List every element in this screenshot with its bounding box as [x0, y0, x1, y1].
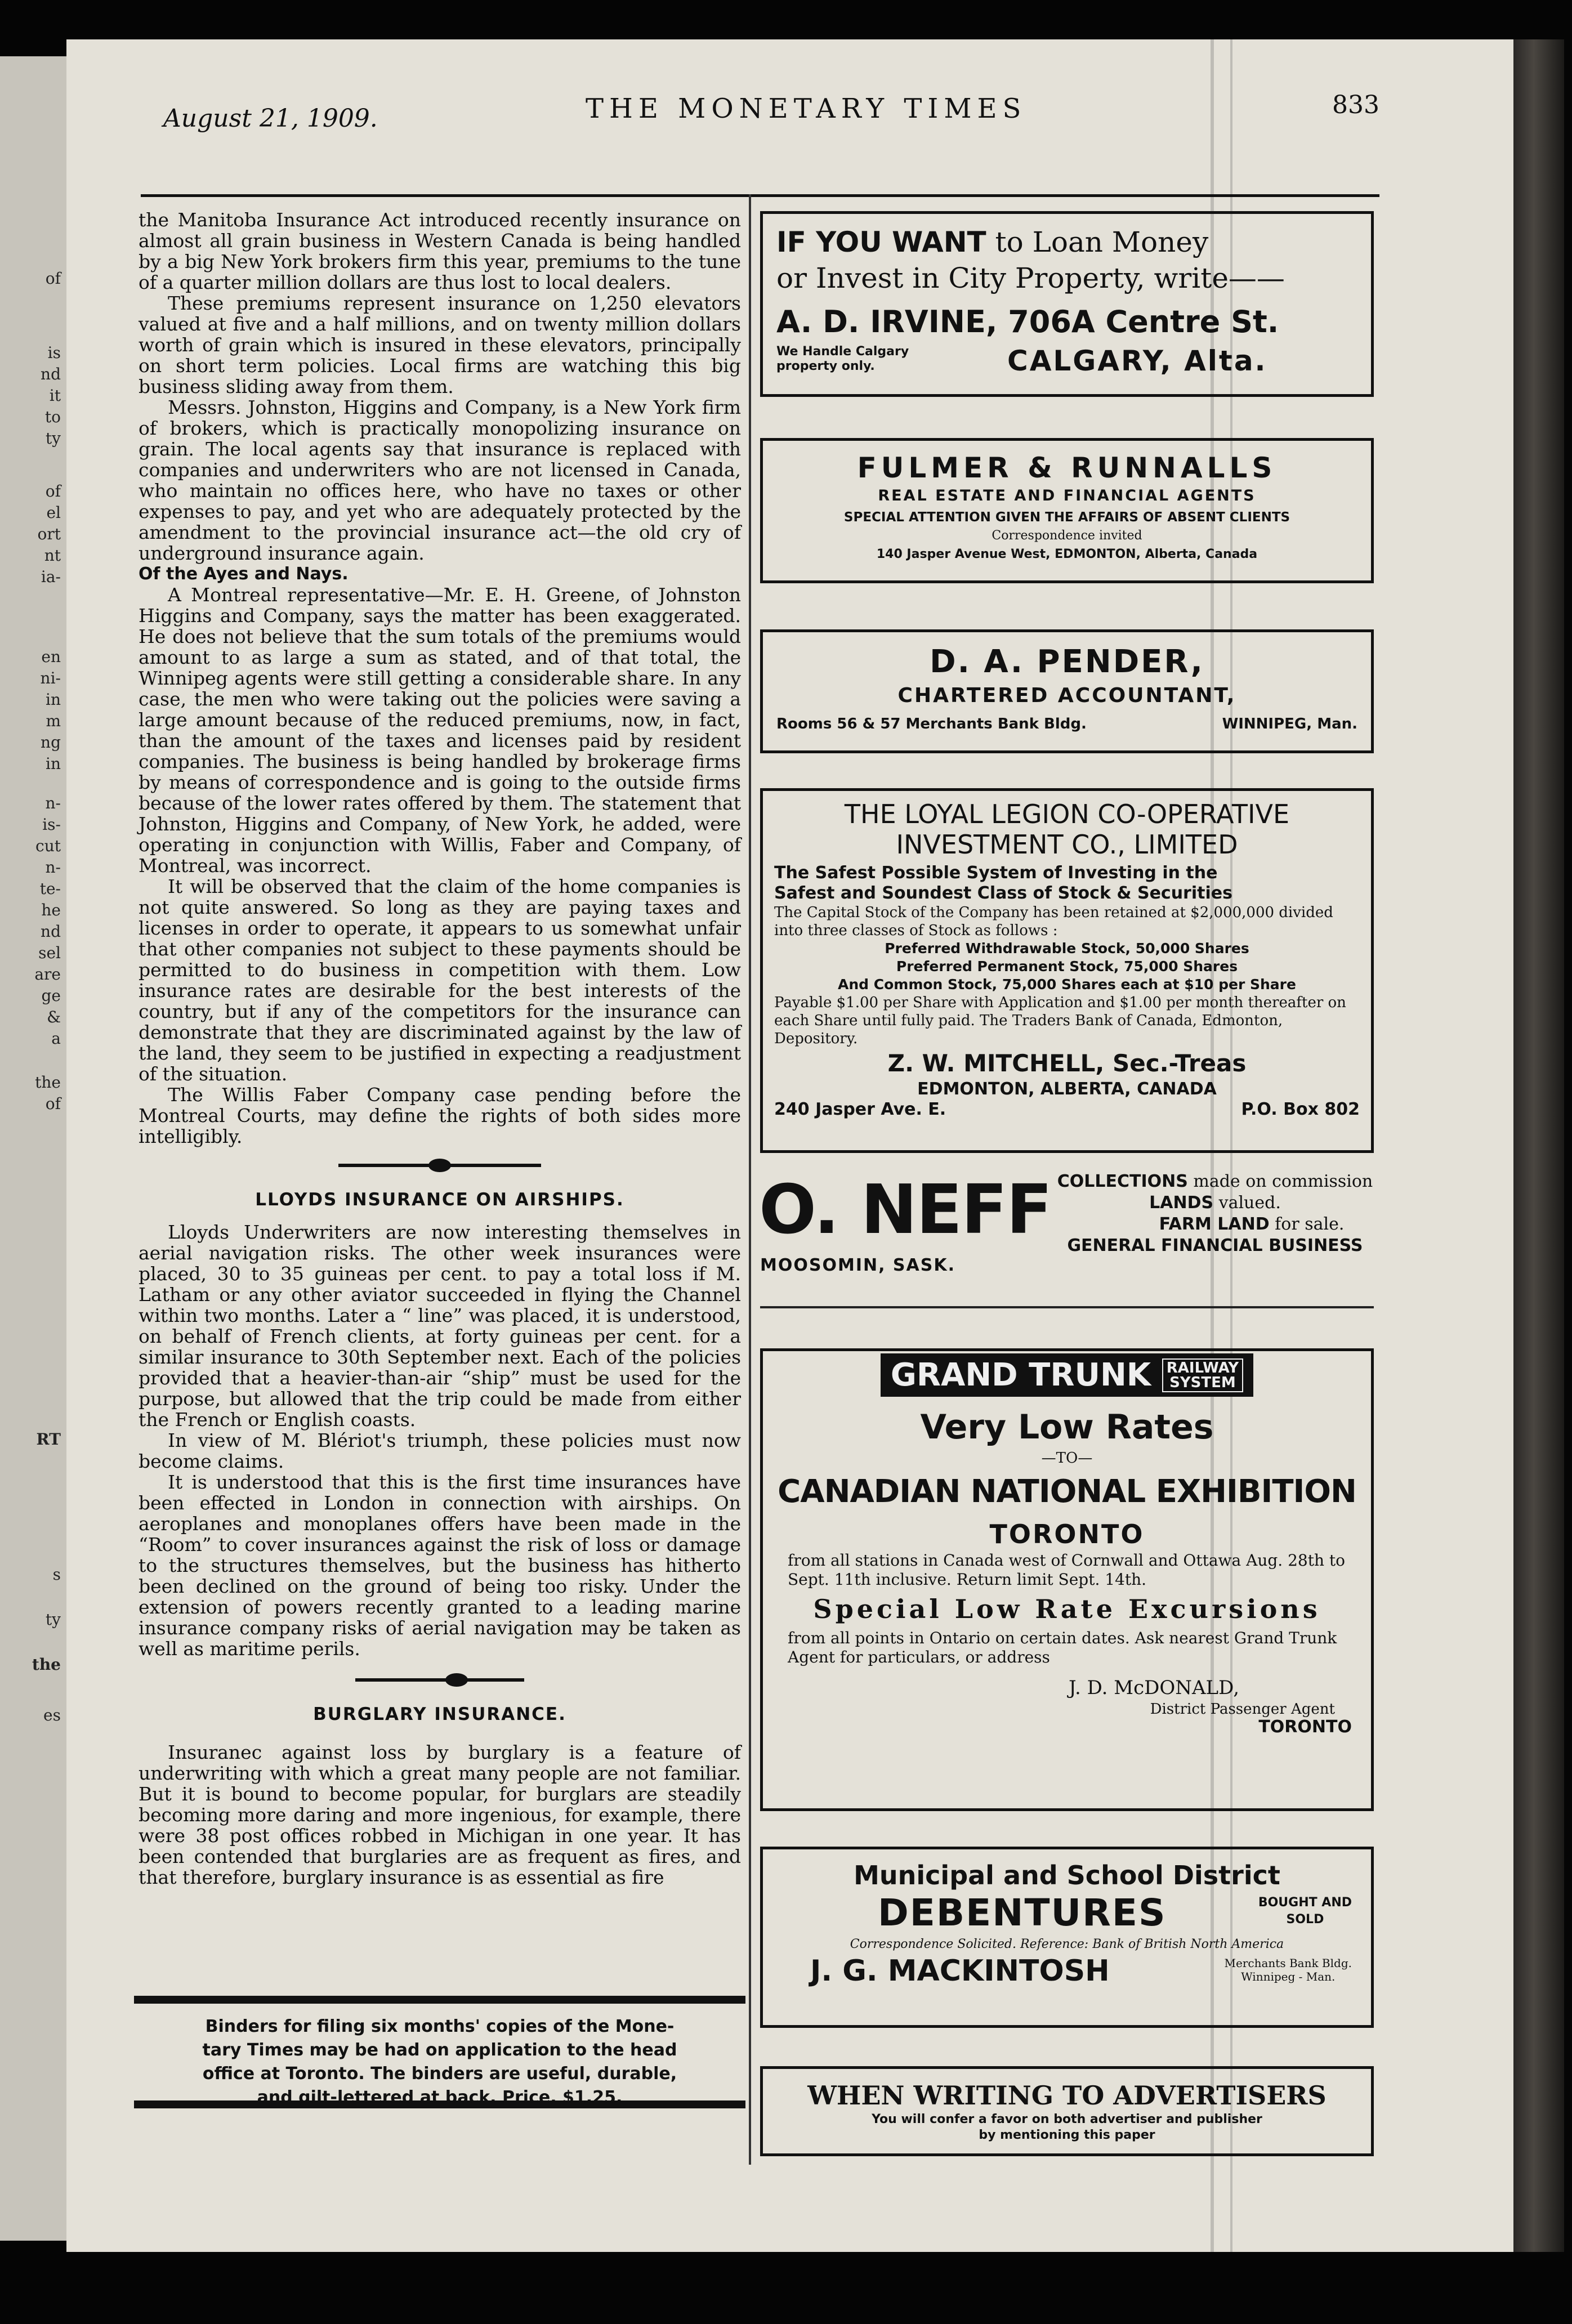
article-paragraph: the Manitoba Insurance Act introduced recently insurance on almost all grain business in Western Canada is being handled by a big New York brokers firm this year, premiums to the tune of a quarter million dollars are thus lost to local dealers.: [139, 209, 741, 293]
ad-side-note: [1258, 1894, 1352, 1928]
article-paragraph: Lloyds Underwriters are now interesting themselves in aerial navigation risks. The other week insurances were placed, 30 to 35 guineas per cent. to pay a total loss if M. Latham or any other aviator succeeded in flying the Channel within two months. Later a “ line” was placed, it is understood, on behalf of French clients, at forty guineas per cent. for a similar insurance to 30th September next. Each of the policies provided that a heavier-than-air “ship” must be used for the purpose, but allowed that the trip could be made from either the French or English coasts.: [139, 1221, 741, 1431]
ad-text: from all points in Ontario on certain dates. Ask nearest Grand Trunk Agent for particulars, or address: [788, 1629, 1337, 1666]
ad-name: A. D. IRVINE, 706A Centre St.: [776, 304, 1279, 339]
ad-address: [1225, 1956, 1352, 1983]
ad-text: for sale.: [1269, 1214, 1345, 1234]
ad-loyal-legion: [760, 788, 1374, 1153]
ad-name: THE LOYAL LEGION CO-OPERATIVE: [844, 799, 1290, 829]
notice-line: Binders for filing six months' copies of the Mone-: [205, 2017, 675, 2036]
banner-subtitle: [1162, 1358, 1243, 1392]
ad-box: P.O. Box 802: [1241, 1100, 1360, 1119]
ad-headline: Municipal and School District: [854, 1860, 1280, 1891]
ad-name: J. G. MACKINTOSH: [810, 1954, 1110, 1988]
strip-fragment: is-: [42, 815, 61, 834]
ad-city: WINNIPEG, Man.: [1222, 716, 1357, 732]
notice-line: tary Times may be had on application to the head: [202, 2040, 677, 2060]
ad-text: valued.: [1213, 1193, 1281, 1213]
ad-text: The Capital Stock of the Company has been retained at $2,000,000 divided into three classes of Stock as follows :: [774, 904, 1333, 939]
ad-note: We Handle Calgary property only.: [776, 345, 909, 373]
strip-fragment: en: [41, 647, 61, 666]
ad-name: FULMER & RUNNALLS: [857, 452, 1277, 484]
ornament-divider: [338, 1164, 541, 1167]
ad-headline: IF YOU WANT: [776, 226, 986, 258]
ad-neff: [759, 1171, 1378, 1289]
ad-address-line: Merchants Bank Bldg.: [1224, 1956, 1352, 1970]
ad-headline: CANADIAN NATIONAL EXHIBITION: [778, 1473, 1356, 1510]
ad-name: D. A. PENDER,: [930, 643, 1204, 680]
adjacent-page-strip: [0, 56, 66, 2241]
page-number: 833: [1332, 91, 1379, 119]
strip-fragment: te-: [39, 879, 61, 898]
ad-address-line: Winnipeg - Man.: [1241, 1970, 1336, 1983]
ad-text: SPECIAL ATTENTION GIVEN THE AFFAIRS OF ABSENT CLIENTS: [843, 510, 1290, 525]
ad-headline: Special Low Rate Excursions: [813, 1594, 1321, 1624]
column-divider: [749, 194, 751, 2165]
strip-fragment: is: [47, 343, 61, 362]
ad-stock-line: Preferred Withdrawable Stock, 50,000 Shares: [885, 940, 1249, 957]
strip-fragment: ia-: [41, 567, 61, 586]
ad-agent-title: District Passenger Agent: [1150, 1701, 1335, 1718]
ad-address: 240 Jasper Ave. E.: [774, 1100, 946, 1119]
strip-fragment: &: [47, 1008, 61, 1026]
ad-text: Correspondence Solicited. Reference: Bank of British North America: [850, 1937, 1284, 1951]
strip-fragment: of: [45, 1094, 61, 1113]
ad-agent: J. D. McDONALD,: [1069, 1677, 1239, 1699]
strip-fragment: el: [46, 503, 61, 522]
ad-fulmer-runnalls: [760, 438, 1374, 583]
banner-line: SYSTEM: [1169, 1374, 1236, 1391]
section-rule: [760, 1306, 1374, 1308]
ad-tagline: Safest and Soundest Class of Stock & Securities: [774, 883, 1232, 903]
strip-fragment: of: [45, 482, 61, 500]
article-paragraph: These premiums represent insurance on 1,250 elevators valued at five and a half millions, and on twenty million dollars worth of grain which is insured in these elevators, principally on short term policies. Local firms are watching this big business sliding away from them.: [139, 292, 741, 397]
strip-fragment: cut: [35, 837, 61, 855]
strip-fragment: m: [46, 712, 61, 730]
ad-secretary: Z. W. MITCHELL, Sec.-Treas: [887, 1049, 1247, 1077]
strip-fragment: a: [51, 1029, 61, 1048]
article-paragraph: It will be observed that the claim of the home companies is not quite answered. So long as they are paying taxes and licenses in order to operate, it appears to us somewhat unfair that other companies not subject to these payments should be permitted to do business in competition with them. Low insurance rates are desirable for the best interests of the country, but if any of the competitors for the insurance can demonstrate that they are discriminated against by the law of the land, they seem to be justified in expecting a readjustment of the situation.: [139, 875, 741, 1085]
ad-text: FARM LAND: [1159, 1214, 1270, 1234]
ad-mackintosh: [760, 1847, 1374, 2028]
notice-line: and gilt-lettered at back. Price, $1.25.: [257, 2088, 623, 2107]
ad-city: CALGARY, Alta.: [1007, 345, 1267, 377]
ad-text: Correspondence invited: [992, 529, 1142, 543]
article-paragraph: It is understood that this is the first time insurances have been effected in London in connection with airships. On aeroplanes and monoplanes offers have been made in the “Room” to cover insurances against the risk of loss or damage to the structures themselves, but the business has hitherto been declined on the ground of being too risky. Under the extension of powers recently granted to a leading marine insurance company risks of aerial navigation may be taken as well as maritime perils.: [139, 1471, 741, 1660]
ad-side-line: BOUGHT AND: [1258, 1896, 1352, 1910]
banner-line: RAILWAY: [1166, 1359, 1239, 1376]
book-spine-edge: [1513, 39, 1564, 2252]
ad-town: MOOSOMIN, SASK.: [760, 1255, 956, 1275]
strip-fragment: es: [43, 1706, 61, 1724]
ad-text: made on commission: [1187, 1172, 1373, 1191]
strip-fragment: are: [34, 965, 61, 984]
strip-fragment: nt: [44, 546, 61, 565]
issue-date: August 21, 1909.: [163, 104, 378, 133]
strip-fragment: the: [35, 1073, 61, 1092]
strip-fragment: in: [46, 690, 61, 709]
grand-trunk-banner: [881, 1353, 1253, 1397]
strip-fragment: ni-: [40, 669, 61, 687]
ad-tagline: The Safest Possible System of Investing in the: [774, 863, 1218, 883]
header-rule: [141, 194, 1379, 197]
article-paragraph: Messrs. Johnston, Higgins and Company, is a New York firm of brokers, which is practically monopolizing insurance on grain. The local agents say that insurance is replaced with companies and underwriters who are not licensed in Canada, who maintain no offices here, who have no taxes or other expenses to pay, and yet who are adequately protected by the amendment to the provincial insurance act—the old cry of underground insurance again.: [139, 396, 741, 564]
ad-headline: Very Low Rates: [920, 1407, 1214, 1447]
strip-fragment: nd: [41, 365, 61, 383]
ad-address: Rooms 56 & 57 Merchants Bank Bldg.: [776, 716, 1087, 732]
strip-fragment: sel: [38, 944, 61, 962]
ad-pender: [760, 629, 1374, 753]
ad-stock-line: And Common Stock, 75,000 Shares each at $10 per Share: [838, 976, 1296, 993]
strip-fragment: he: [41, 901, 61, 919]
strip-fragment: n-: [45, 794, 61, 812]
strip-fragment: ort: [37, 525, 61, 543]
ad-text: from all stations in Canada west of Cornwall and Ottawa Aug. 28th to Sept. 11th inclusive. Return limit Sept. 14th.: [788, 1551, 1346, 1589]
strip-fragment: RT: [36, 1430, 61, 1449]
ad-name: INVESTMENT CO., LIMITED: [896, 829, 1238, 860]
strip-fragment: nd: [41, 922, 61, 941]
ad-city: TORONTO: [989, 1519, 1145, 1549]
ad-name: O. NEFF: [759, 1171, 1052, 1249]
article-heading: LLOYDS INSURANCE ON AIRSHIPS.: [255, 1190, 624, 1210]
ad-text: Payable $1.00 per Share with Application and $1.00 per month thereafter on each Share until fully paid. The Traders Bank of Canada, Edmonton, Depository.: [774, 994, 1346, 1047]
strip-fragment: n-: [45, 858, 61, 877]
strip-fragment: ty: [45, 429, 61, 448]
strip-fragment: it: [49, 386, 61, 405]
ad-text: by mentioning this paper: [979, 2128, 1155, 2142]
ad-text: LANDS: [1149, 1193, 1214, 1213]
ad-irvine: [760, 211, 1374, 397]
ad-text: COLLECTIONS: [1057, 1172, 1188, 1191]
strip-fragment: ty: [45, 1610, 61, 1629]
publication-title: THE MONETARY TIMES: [586, 93, 1027, 124]
ad-text: —TO—: [1041, 1450, 1093, 1467]
ad-grand-trunk: [760, 1348, 1374, 1811]
ad-city: EDMONTON, ALBERTA, CANADA: [917, 1079, 1217, 1099]
ad-text: GENERAL FINANCIAL BUSINESS: [1067, 1236, 1363, 1255]
ad-stock-line: Preferred Permanent Stock, 75,000 Shares: [896, 958, 1238, 975]
article-paragraph: In view of M. Blériot's triumph, these policies must now become claims.: [139, 1429, 741, 1472]
strip-fragment: to: [44, 408, 61, 426]
ad-when-writing: [760, 2066, 1374, 2156]
binders-notice: [134, 1996, 745, 2108]
page-header: [96, 93, 1379, 138]
ad-headline: DEBENTURES: [878, 1891, 1167, 1934]
article-heading: BURGLARY INSURANCE.: [313, 1704, 566, 1724]
strip-fragment: s: [52, 1565, 61, 1584]
strip-fragment: ng: [41, 733, 61, 752]
ornament-divider: [355, 1678, 524, 1682]
strip-fragment: in: [46, 754, 61, 773]
strip-fragment: the: [32, 1655, 61, 1674]
banner-title: GRAND TRUNK: [890, 1357, 1151, 1393]
ad-headline: WHEN WRITING TO ADVERTISERS: [807, 2080, 1327, 2111]
article-paragraph: The Willis Faber Company case pending before the Montreal Courts, may define the rights of both sides more intelligibly.: [139, 1084, 741, 1147]
strip-fragment: of: [45, 269, 61, 288]
ad-text: REAL ESTATE AND FINANCIAL AGENTS: [878, 487, 1256, 504]
ad-side-line: SOLD: [1286, 1912, 1324, 1927]
article-subhead: Of the Ayes and Nays.: [139, 564, 349, 584]
notice-line: office at Toronto. The binders are useful, durable,: [202, 2064, 677, 2084]
article-paragraph: A Montreal representative—Mr. E. H. Greene, of Johnston Higgins and Company, says the matter has been exaggerated. He does not believe that the sum totals of the premiums would amount to as large a sum as stated, and of that total, the Winnipeg agents were still getting a considerable share. In any case, the men who were taking out the policies were saving a large amount because of the reduced premiums, now, in fact, than the amount of the taxes and licenses paid by resident companies. The business is being handled by brokerage firms by means of correspondence and is going to the outside firms because of the lower rates offered by them. The statement that Johnston, Higgins and Company, of New York, he added, were operating in conjunction with Willis, Faber and Company, of Montreal, was incorrect.: [139, 584, 741, 877]
ad-text: You will confer a favor on both advertiser and publisher: [872, 2112, 1262, 2126]
ad-text: to Loan Money: [986, 226, 1209, 258]
ad-address: 140 Jasper Avenue West, EDMONTON, Alberta, Canada: [876, 547, 1258, 561]
ad-agent-city: TORONTO: [1258, 1717, 1352, 1737]
ad-text: or Invest in City Property, write——: [776, 262, 1285, 294]
strip-fragment: ge: [41, 986, 61, 1005]
article-paragraph: Insuranec against loss by burglary is a feature of underwriting with which a great many people are not familiar. But it is bound to become popular, for burglars are steadily becoming more daring and more ingenious, for example, there were 38 post offices robbed in Michigan in one year. It has been contended that burglaries are as frequent as fires, and that therefore, burglary insurance is as essential as fire: [139, 1741, 741, 1888]
left-column-article: [139, 209, 741, 1888]
ad-title: CHARTERED ACCOUNTANT,: [897, 684, 1236, 707]
